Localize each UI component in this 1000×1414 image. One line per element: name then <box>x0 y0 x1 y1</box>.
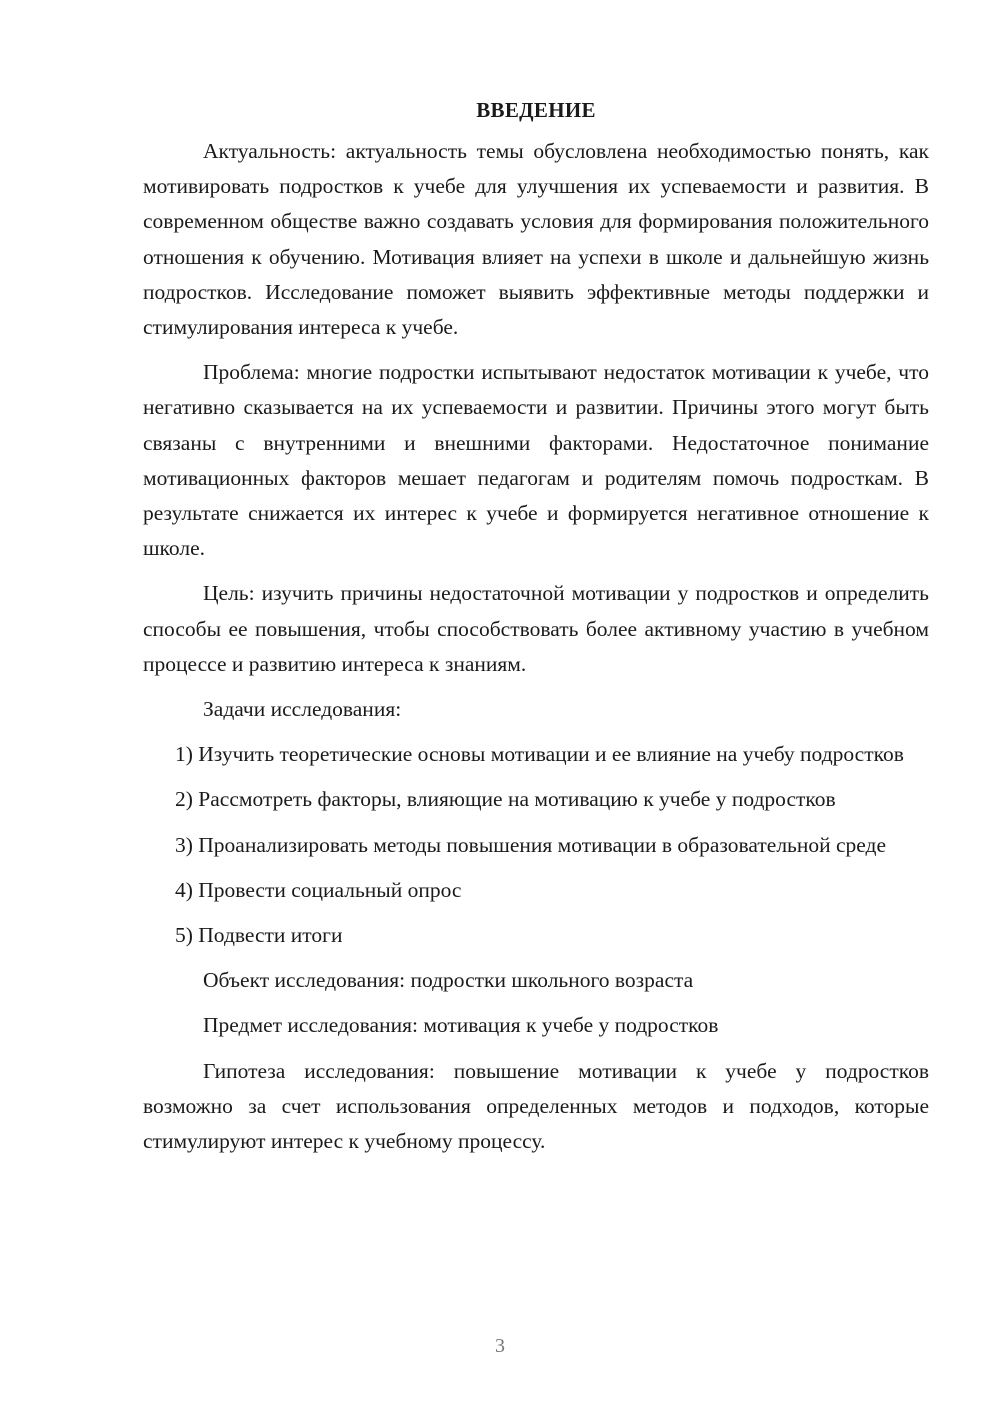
relevance-paragraph: Актуальность: актуальность темы обусловлена необходимостью понять, как мотивировать подростков к учебе для улучшения их успеваемости и развития. В современном обществе важно создавать условия для формирования положительного отношения к обучению. Мотивация влияет на успехи в школе и дальнейшую жизнь подростков. Исследование поможет выявить эффективные методы поддержки и стимулирования интереса к учебе. <box>143 139 929 340</box>
task-item-1: 1) Изучить теоретические основы мотивации и ее влияние на учебу подростков <box>175 742 904 767</box>
goal-paragraph: Цель: изучить причины недостаточной мотивации у подростков и определить способы ее повышения, чтобы способствовать более активному участию в учебном процессе и развитию интереса к знаниям. <box>143 581 929 676</box>
task-item-4: 4) Провести социальный опрос <box>175 877 462 902</box>
tasks-heading: Задачи исследования: <box>203 697 402 722</box>
section-title: ВВЕДЕНИЕ <box>476 98 596 122</box>
task-item-3: 3) Проанализировать методы повышения мотивации в образовательной среде <box>175 832 887 857</box>
page-number: 3 <box>495 1335 505 1357</box>
object-paragraph: Объект исследования: подростки школьного возраста <box>203 968 694 993</box>
problem-paragraph: Проблема: многие подростки испытывают недостаток мотивации к учебе, что негативно сказывается на их успеваемости и развитии. Причины этого могут быть связаны с внутренними и внешними факторами. Недостаточное понимание мотивационных факторов мешает педагогам и родителям помочь подросткам. В результате снижается их интерес к учебе и формируется негативное отношение к школе. <box>143 360 929 561</box>
document-page <box>143 92 929 1169</box>
task-item-5: 5) Подвести итоги <box>175 923 343 948</box>
hypothesis-paragraph: Гипотеза исследования: повышение мотивации к учебе у подростков возможно за счет использования определенных методов и подходов, которые стимулируют интерес к учебному процессу. <box>143 1058 929 1154</box>
subject-paragraph: Предмет исследования: мотивация к учебе у подростков <box>203 1013 719 1038</box>
task-item-2: 2) Рассмотреть факторы, влияющие на мотивацию к учебе у подростков <box>175 787 836 812</box>
